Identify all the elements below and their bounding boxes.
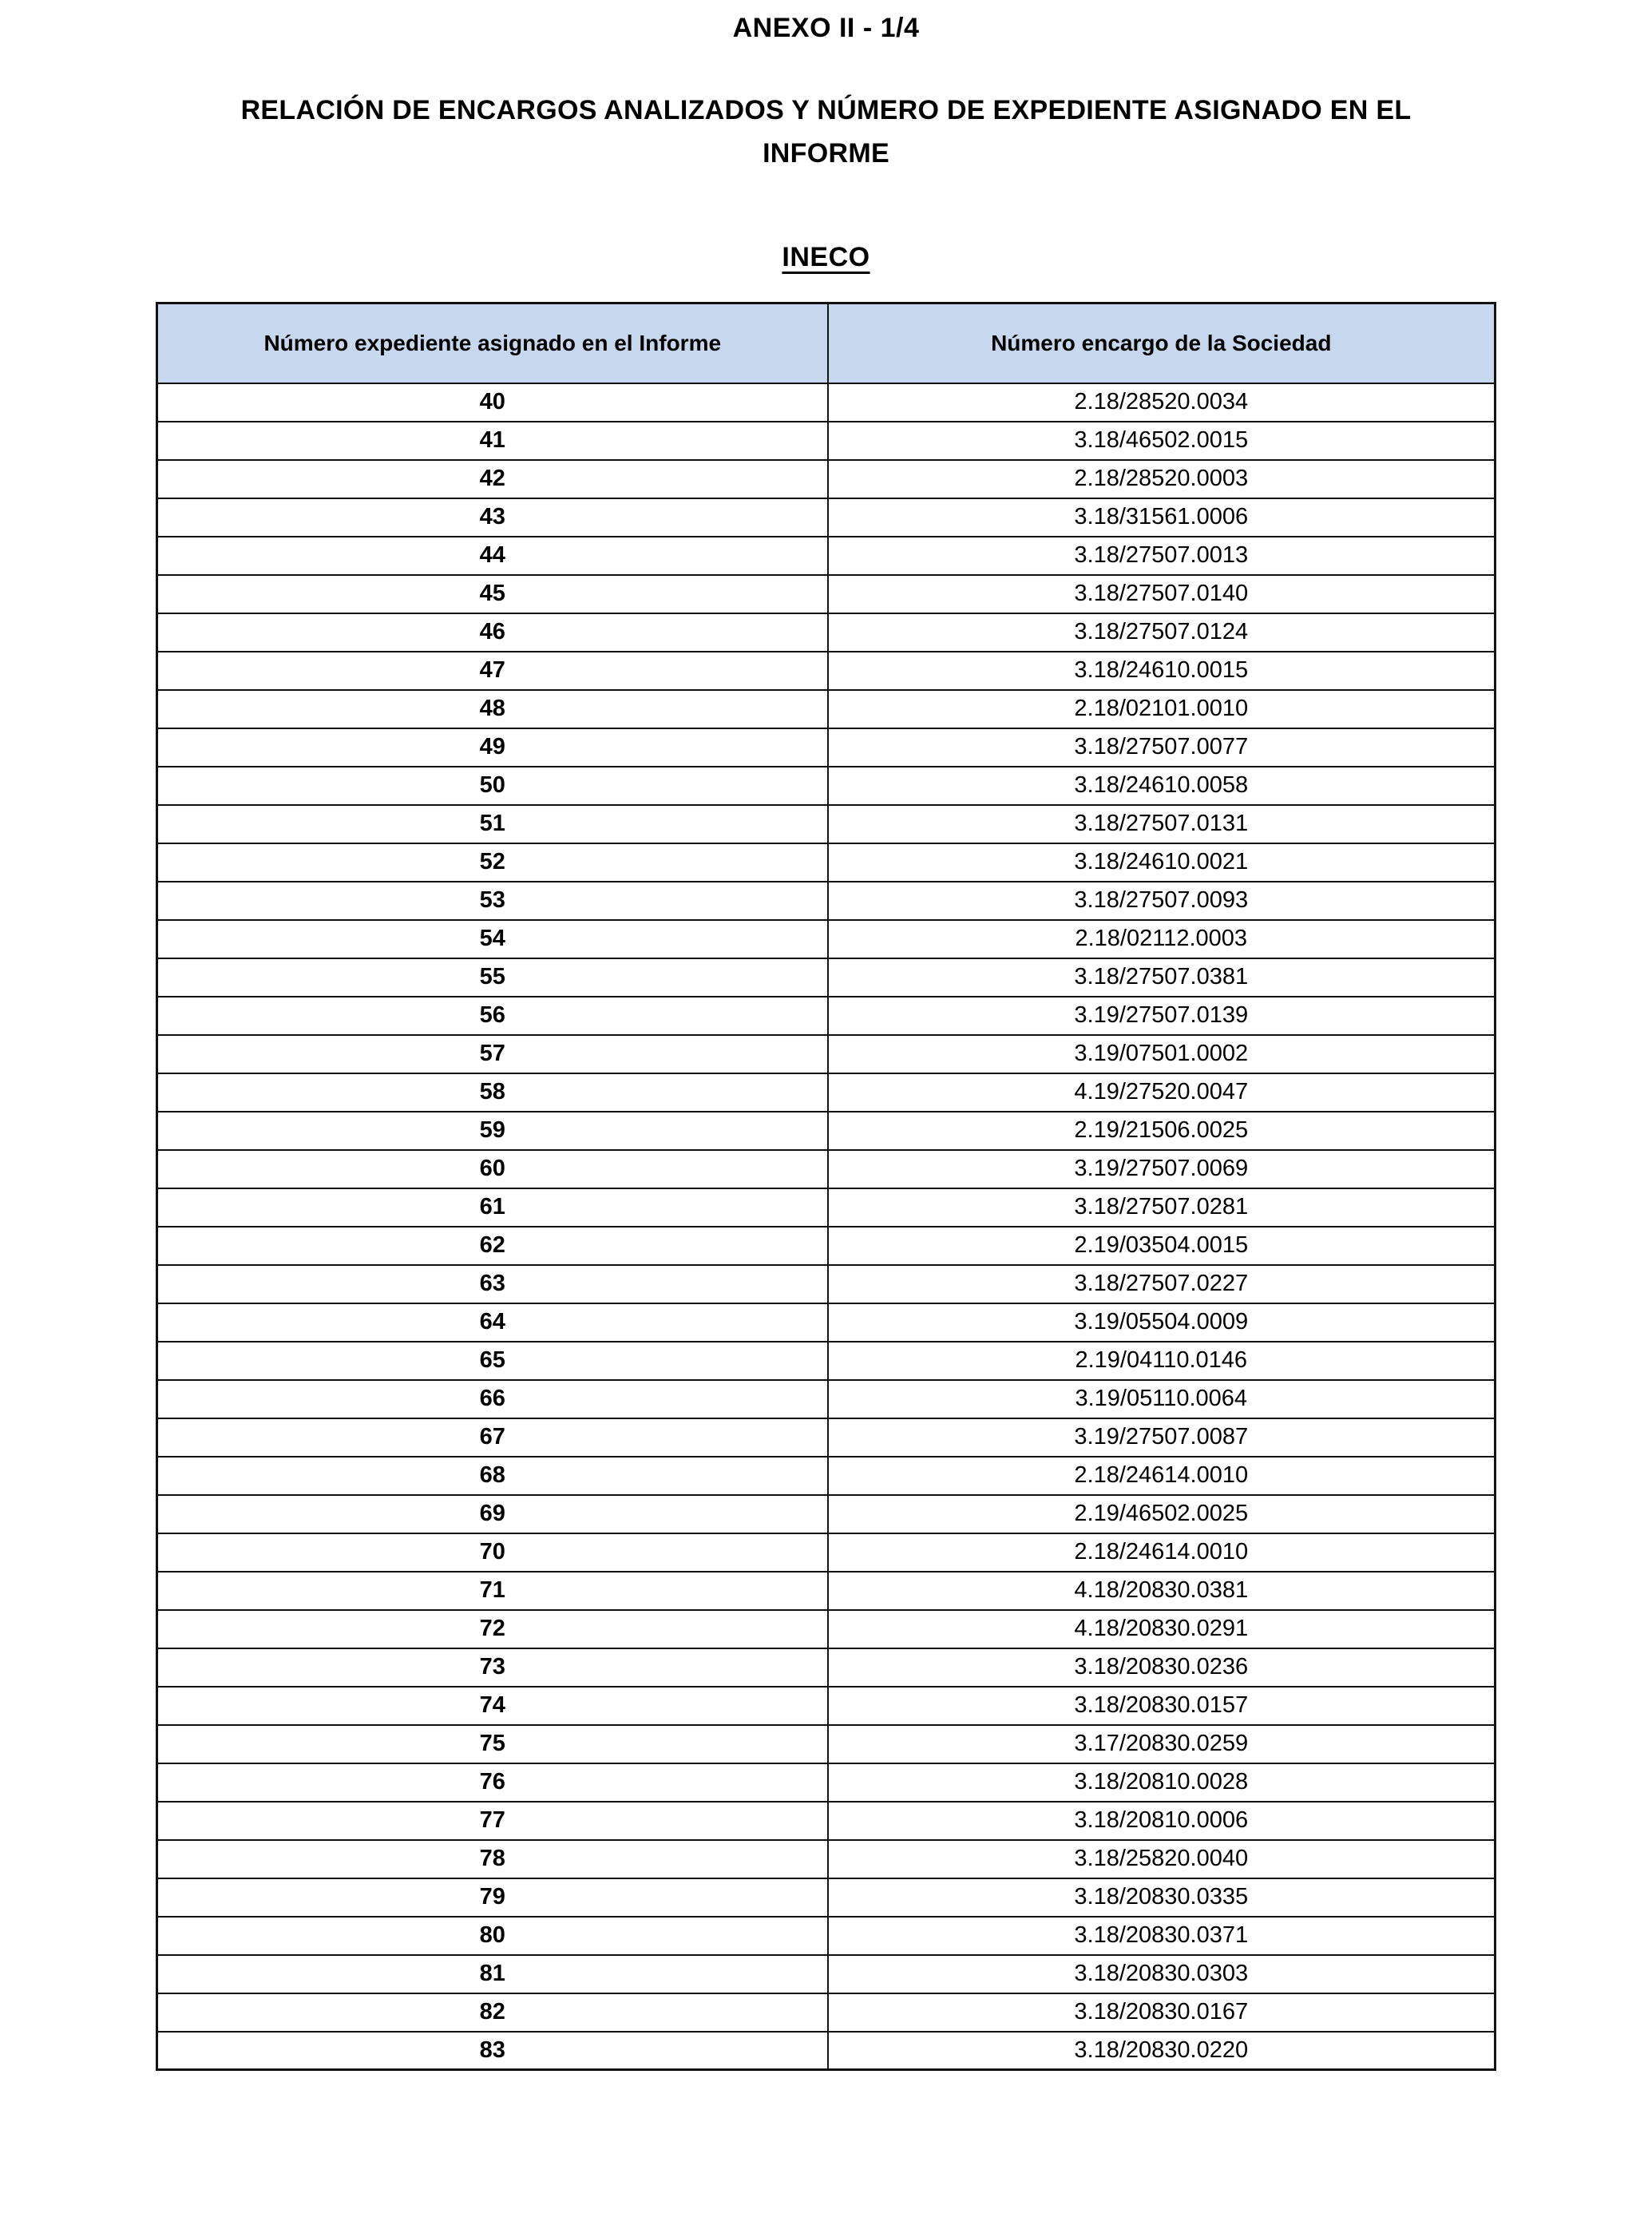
cell-expediente: 58: [157, 1073, 828, 1112]
cell-expediente: 57: [157, 1035, 828, 1073]
table-row: [157, 1495, 1496, 1533]
cell-expediente: 46: [157, 613, 828, 652]
report-title-line1: RELACIÓN DE ENCARGOS ANALIZADOS Y NÚMERO DE EXPEDIENTE ASIGNADO EN EL: [240, 95, 1412, 125]
cell-encargo: 4.18/20830.0291: [828, 1610, 1496, 1648]
cell-expediente: 70: [157, 1533, 828, 1572]
table-row: [157, 767, 1496, 805]
cell-encargo: 2.18/02112.0003: [828, 920, 1496, 958]
table-row: [157, 1227, 1496, 1265]
table-row: [157, 1533, 1496, 1572]
table-row: [157, 920, 1496, 958]
table-row: [157, 422, 1496, 460]
cell-expediente: 41: [157, 422, 828, 460]
cell-expediente: 49: [157, 728, 828, 767]
cell-encargo: 3.19/27507.0069: [828, 1150, 1496, 1188]
cell-expediente: 80: [157, 1917, 828, 1955]
cell-expediente: 53: [157, 882, 828, 920]
cell-encargo: 3.18/20810.0006: [828, 1802, 1496, 1840]
table-body: [157, 383, 1496, 2070]
table-row: [157, 690, 1496, 728]
cell-expediente: 61: [157, 1188, 828, 1227]
cell-encargo: 3.19/27507.0087: [828, 1418, 1496, 1457]
cell-encargo: 3.18/27507.0381: [828, 958, 1496, 997]
table-row: [157, 1840, 1496, 1878]
cell-encargo: 3.19/07501.0002: [828, 1035, 1496, 1073]
cell-encargo: 3.18/27507.0124: [828, 613, 1496, 652]
cell-expediente: 60: [157, 1150, 828, 1188]
annex-label: ANEXO II - 1/4: [732, 13, 920, 43]
cell-encargo: 3.18/20830.0371: [828, 1917, 1496, 1955]
cell-encargo: 3.18/27507.0077: [828, 728, 1496, 767]
table-row: [157, 1802, 1496, 1840]
table-row: [157, 1150, 1496, 1188]
table-row: [157, 537, 1496, 575]
table-row: [157, 1687, 1496, 1725]
report-title: [204, 89, 1449, 175]
cell-encargo: 3.18/46502.0015: [828, 422, 1496, 460]
cell-expediente: 72: [157, 1610, 828, 1648]
cell-encargo: 3.17/20830.0259: [828, 1725, 1496, 1763]
cell-expediente: 63: [157, 1265, 828, 1303]
cell-encargo: 3.18/20830.0236: [828, 1648, 1496, 1687]
cell-expediente: 77: [157, 1802, 828, 1840]
table-row: [157, 1725, 1496, 1763]
table-row: [157, 843, 1496, 882]
cell-encargo: 2.19/46502.0025: [828, 1495, 1496, 1533]
cell-encargo: 3.18/20830.0303: [828, 1955, 1496, 1993]
cell-encargo: 3.18/27507.0140: [828, 575, 1496, 613]
table-row: [157, 1342, 1496, 1380]
cell-encargo: 3.18/31561.0006: [828, 498, 1496, 537]
table-row: [157, 1955, 1496, 1993]
cell-encargo: 3.18/27507.0013: [828, 537, 1496, 575]
cell-expediente: 74: [157, 1687, 828, 1725]
table-header-encargo: Número encargo de la Sociedad: [828, 303, 1496, 383]
cell-expediente: 59: [157, 1112, 828, 1150]
cell-expediente: 81: [157, 1955, 828, 1993]
cell-encargo: 3.18/24610.0015: [828, 652, 1496, 690]
cell-expediente: 73: [157, 1648, 828, 1687]
table-row: [157, 997, 1496, 1035]
table-row: [157, 1303, 1496, 1342]
cell-expediente: 66: [157, 1380, 828, 1418]
table-row: [157, 1073, 1496, 1112]
cell-expediente: 76: [157, 1763, 828, 1802]
cell-expediente: 75: [157, 1725, 828, 1763]
cell-encargo: 3.19/05110.0064: [828, 1380, 1496, 1418]
cell-encargo: 3.18/20830.0335: [828, 1878, 1496, 1917]
cell-encargo: 2.19/21506.0025: [828, 1112, 1496, 1150]
table-row: [157, 1457, 1496, 1495]
table-row: [157, 1572, 1496, 1610]
cell-expediente: 43: [157, 498, 828, 537]
cell-encargo: 3.18/20830.0167: [828, 1993, 1496, 2032]
cell-expediente: 51: [157, 805, 828, 843]
table-row: [157, 1380, 1496, 1418]
cell-expediente: 83: [157, 2032, 828, 2070]
table-row: [157, 1610, 1496, 1648]
cell-expediente: 50: [157, 767, 828, 805]
table-row: [157, 613, 1496, 652]
cell-encargo: 2.18/24614.0010: [828, 1457, 1496, 1495]
table-row: [157, 1917, 1496, 1955]
table-header-row: [157, 303, 1496, 383]
cell-encargo: 2.18/28520.0003: [828, 460, 1496, 498]
cell-encargo: 3.19/05504.0009: [828, 1303, 1496, 1342]
cell-encargo: 3.19/27507.0139: [828, 997, 1496, 1035]
cell-encargo: 3.18/27507.0281: [828, 1188, 1496, 1227]
table-row: [157, 1763, 1496, 1802]
table-row: [157, 1112, 1496, 1150]
table-row: [157, 460, 1496, 498]
cell-encargo: 2.19/04110.0146: [828, 1342, 1496, 1380]
cell-encargo: 4.18/20830.0381: [828, 1572, 1496, 1610]
cell-expediente: 69: [157, 1495, 828, 1533]
cell-expediente: 40: [157, 383, 828, 422]
table-row: [157, 383, 1496, 422]
cell-expediente: 45: [157, 575, 828, 613]
table-row: [157, 805, 1496, 843]
cell-expediente: 47: [157, 652, 828, 690]
report-title-line2: INFORME: [763, 138, 889, 169]
cell-expediente: 64: [157, 1303, 828, 1342]
table-row: [157, 1878, 1496, 1917]
section-label-ineco: INECO: [782, 242, 870, 272]
cell-encargo: 3.18/27507.0093: [828, 882, 1496, 920]
table-row: [157, 1648, 1496, 1687]
cell-expediente: 42: [157, 460, 828, 498]
cell-encargo: 3.18/25820.0040: [828, 1840, 1496, 1878]
cell-encargo: 2.19/03504.0015: [828, 1227, 1496, 1265]
cell-encargo: 2.18/24614.0010: [828, 1533, 1496, 1572]
expedientes-table: [156, 302, 1496, 2071]
cell-expediente: 52: [157, 843, 828, 882]
table-row: [157, 1188, 1496, 1227]
cell-expediente: 82: [157, 1993, 828, 2032]
cell-encargo: 4.19/27520.0047: [828, 1073, 1496, 1112]
cell-expediente: 54: [157, 920, 828, 958]
cell-expediente: 56: [157, 997, 828, 1035]
cell-encargo: 2.18/02101.0010: [828, 690, 1496, 728]
cell-expediente: 78: [157, 1840, 828, 1878]
cell-encargo: 3.18/24610.0058: [828, 767, 1496, 805]
cell-encargo: 3.18/20830.0157: [828, 1687, 1496, 1725]
table-row: [157, 575, 1496, 613]
cell-expediente: 44: [157, 537, 828, 575]
cell-expediente: 48: [157, 690, 828, 728]
cell-encargo: 3.18/27507.0131: [828, 805, 1496, 843]
table-header-expediente: Número expediente asignado en el Informe: [157, 303, 828, 383]
table-row: [157, 1418, 1496, 1457]
table-row: [157, 652, 1496, 690]
cell-expediente: 71: [157, 1572, 828, 1610]
table-row: [157, 728, 1496, 767]
table-row: [157, 958, 1496, 997]
cell-encargo: 2.18/28520.0034: [828, 383, 1496, 422]
cell-encargo: 3.18/20810.0028: [828, 1763, 1496, 1802]
cell-expediente: 67: [157, 1418, 828, 1457]
cell-expediente: 79: [157, 1878, 828, 1917]
cell-expediente: 62: [157, 1227, 828, 1265]
cell-encargo: 3.18/27507.0227: [828, 1265, 1496, 1303]
cell-expediente: 65: [157, 1342, 828, 1380]
table-row: [157, 1035, 1496, 1073]
table-row: [157, 882, 1496, 920]
table-row: [157, 1993, 1496, 2032]
cell-encargo: 3.18/24610.0021: [828, 843, 1496, 882]
cell-expediente: 55: [157, 958, 828, 997]
table-row: [157, 2032, 1496, 2070]
cell-encargo: 3.18/20830.0220: [828, 2032, 1496, 2070]
table-row: [157, 498, 1496, 537]
cell-expediente: 68: [157, 1457, 828, 1495]
table-row: [157, 1265, 1496, 1303]
